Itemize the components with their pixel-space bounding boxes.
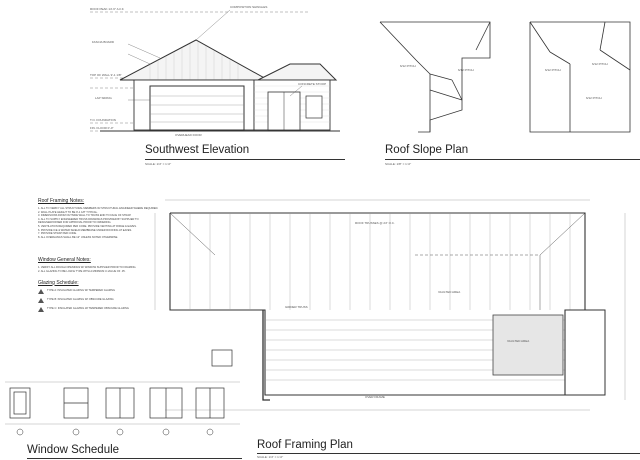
framing-label: ROOF TRUSSES @ 24" O.C. [355, 221, 395, 225]
elevation-title-rule [145, 159, 345, 160]
roof-slope-drawing [370, 0, 640, 170]
window-notes-heading: Window General Notes: [38, 257, 91, 264]
glazing-tag-icon [38, 298, 44, 303]
slope-label: 6/12 PITCH [592, 62, 608, 66]
elevation-callout: FIN. FLOOR 0'-0" [90, 126, 114, 130]
roof-framing-notes-heading: Roof Framing Notes: [38, 198, 85, 204]
elevation-callout: OVERHEAD DOOR [175, 133, 202, 137]
roof-framing-note-line: 7. PROVIDE STRAP PER CODE. [38, 232, 77, 236]
glazing-tag-icon [38, 289, 44, 294]
framing-label: VAULTED AREA [438, 290, 461, 294]
slope-label: 6/12 PITCH [586, 96, 602, 100]
roof-framing-note-line: 4. ALL TO SUPPLY ENGINEERED TRUSS DRAWINGS PROVIDED BY SUPPLIER TO DESIGNER/OWNER FOR APPROVAL PRIOR TO ORDERING. [38, 217, 139, 225]
elevation-callout: T.O. FOUNDATION [90, 118, 116, 122]
roof-slope-scale: SCALE: 1/8" = 1'-0" [385, 162, 412, 166]
slope-label: 6/12 PITCH [400, 64, 416, 68]
slope-label: 6/12 PITCH [545, 68, 561, 72]
glazing-schedule-heading: Glazing Schedule: [38, 279, 79, 286]
roof-framing-drawing [145, 195, 640, 460]
elevation-drawing [0, 0, 345, 170]
glazing-line: TYPE A: INSULATED GLAZING W/ TEMPERED GLAZING [47, 289, 116, 293]
roof-framing-note-line: 5. VENTILATION REQUIRED PER CODE. PROVIDE VENTING AT RIDGE & EAVES. [38, 224, 137, 228]
elevation-callout: TOP OF WALL 9'-1 1/8" [90, 73, 122, 77]
roof-framing-note-line: 1. ALL TO VERIFY ALL STRUCTURAL MEMBERS W/ STRUCTURAL ENGINEER WHERE REQUIRED. [38, 207, 159, 210]
elevation-callout: LAP SIDING [95, 96, 112, 100]
roof-framing-scale: SCALE: 1/4" = 1'-0" [257, 455, 284, 459]
glazing-line: TYPE C: INSULATED GLAZING W/ TEMPERED OBSCURE GLAZING [47, 307, 129, 311]
elevation-callout: COMPOSITION SHINGLES [230, 5, 268, 9]
roof-slope-title-rule [385, 159, 640, 160]
roof-framing-note-line: 8. ALL OVERHANGS SHALL BE 12" UNLESS NOTED OTHERWISE. [38, 235, 119, 239]
roof-framing-linework [145, 195, 640, 460]
roof-framing-note-line: 6. PROVIDE ICE & WATER SHIELD MEMBRANE UNDER ROOFING AT EAVES. [38, 228, 132, 232]
framing-label: OVER FRAME [365, 395, 385, 399]
elevation-title: Southwest Elevation [145, 144, 250, 156]
roof-framing-title-rule [257, 453, 640, 454]
roof-slope-title: Roof Slope Plan [385, 144, 469, 156]
framing-label: VAULTED AREA [507, 339, 530, 343]
glazing-line: TYPE B: INSULATED GLAZING W/ OBSCURE GLAZING [47, 298, 114, 302]
roof-framing-title: Roof Framing Plan [257, 439, 353, 451]
glazing-tag-icon [38, 307, 44, 312]
slope-label: 6/12 PITCH [458, 68, 474, 72]
elevation-callout: ROOF PEAK 14'-6" A.F.F. [90, 7, 125, 11]
elevation-scale: SCALE: 1/4" = 1'-0" [145, 162, 172, 166]
window-schedule-title: Window Schedule [27, 444, 120, 456]
roof-framing-note-line: 2. WALL PLATE HEIGHT TO BE 9'-1 1/8" TYPICAL. [38, 210, 98, 214]
window-note-line: 2. ALL GLAZING TO BE LOW-E TYPE WITH A MINIMUM U-VALUE OF .35. [38, 269, 126, 273]
elevation-callout: FASCIA BOARD [92, 40, 115, 44]
roof-framing-note-line: 3. DIMENSIONS FROM OUTSIDE WALL TO TRUSS END TO FACE OF STRAP. [38, 214, 132, 218]
window-note-line: 1. VERIFY ALL ROUGH OPENINGS W/ WINDOW SUPPLIER PRIOR TO FRAMING. [38, 266, 137, 270]
elevation-callout: CONCRETE STOOP [298, 82, 327, 86]
framing-label: GIRDER TRUSS [285, 305, 308, 309]
